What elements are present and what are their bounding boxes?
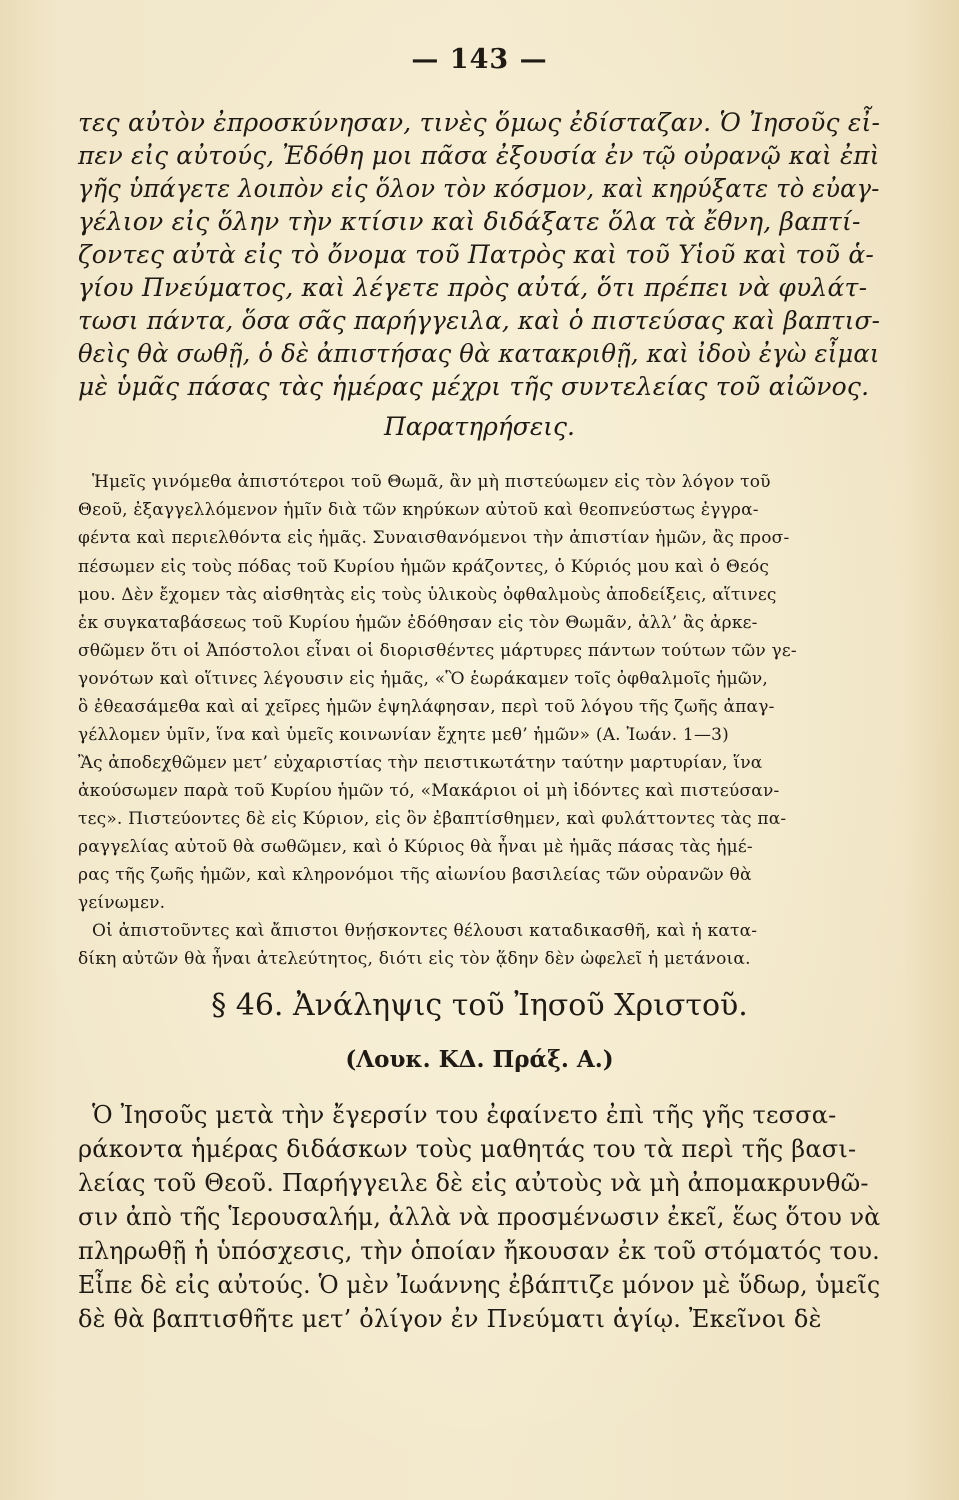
section-line: λείας τοῦ Θεοῦ. Παρήγγειλε δὲ εἰς αὐτοὺς νὰ μὴ ἀπομακρυνθῶ- [78, 1169, 869, 1197]
observation-line: δίκη αὐτῶν θὰ ἦναι ἀτελεύτητος, διότι εἰς τὸν ᾅδην δὲν ὠφελεῖ ἡ μετάνοια. [78, 949, 751, 969]
observation-line: ρας τῆς ζωῆς ἡμῶν, καὶ κληρονόμοι τῆς αἰωνίου βασιλείας τῶν οὐρανῶν θὰ [78, 865, 752, 885]
section-line: δὲ θὰ βαπτισθῆτε μετ’ ὀλίγον ἐν Πνεύματι ἁγίῳ. Ἐκεῖνοι δὲ [78, 1305, 822, 1333]
observations-title: Παρατηρήσεις. [384, 412, 575, 441]
observation-line: Θεοῦ, ἐξαγγελλόμενον ἡμῖν διὰ τῶν κηρύκων αὐτοῦ καὶ θεοπνεύστως ἐγγρα- [78, 500, 759, 520]
body-line: γίου Πνεύματος, καὶ λέγετε πρὸς αὐτά, ὅτι πρέπει νὰ φυλάτ- [78, 273, 868, 302]
body-line: τες αὐτὸν ἐπροσκύνησαν, τινὲς ὅμως ἐδίσταζαν. Ὁ Ἰησοῦς εἶ- [78, 108, 881, 137]
observation-line: μου. Δὲν ἔχομεν τὰς αἰσθητὰς εἰς τοὺς ὑλικοὺς ὀφθαλμοὺς ἀποδείξεις, αἵτινες [78, 585, 777, 605]
observation-line: Ἡμεῖς γινόμεθα ἀπιστότεροι τοῦ Θωμᾶ, ἂν μὴ πιστεύωμεν εἰς τὸν λόγον τοῦ [92, 472, 771, 492]
page-number: — 143 — [411, 44, 548, 75]
observation-line: τες». Πιστεύοντες δὲ εἰς Κύριον, εἰς ὃν ἐβαπτίσθημεν, καὶ φυλάττοντες τὰς πα- [78, 809, 787, 829]
section-reference: (Λουκ. ΚΔ. Πράξ. Α.) [345, 1046, 614, 1073]
section-line: πληρωθῇ ἡ ὑπόσχεσις, τὴν ὁποίαν ἤκουσαν ἐκ τοῦ στόματός του. [78, 1237, 880, 1265]
observation-line: ραγγελίας αὐτοῦ θὰ σωθῶμεν, καὶ ὁ Κύριος θὰ ἦναι μὲ ἡμᾶς πάσας τὰς ἡμέ- [78, 837, 753, 857]
observation-line: ἐκ συγκαταβάσεως τοῦ Κυρίου ἡμῶν ἐδόθησαν εἰς τὸν Θωμᾶν, ἀλλ’ ἂς ἀρκε- [78, 613, 758, 633]
body-line: μὲ ὑμᾶς πάσας τὰς ἡμέρας μέχρι τῆς συντελείας τοῦ αἰῶνος. [78, 372, 870, 401]
body-line: θεὶς θὰ σωθῇ, ὁ δὲ ἀπιστήσας θὰ κατακριθῇ, καὶ ἰδοὺ ἐγὼ εἶμαι [78, 339, 880, 368]
observation-line: πέσωμεν εἰς τοὺς πόδας τοῦ Κυρίου ἡμῶν κράζοντες, ὁ Κύριός μου καὶ ὁ Θεός [78, 557, 770, 577]
observation-line: Οἱ ἀπιστοῦντες καὶ ἄπιστοι θνῄσκοντες θέλουσι καταδικασθῆ, καὶ ἡ κατα- [92, 921, 758, 941]
section-line: Εἶπε δὲ εἰς αὐτούς. Ὁ μὲν Ἰωάννης ἐβάπτιζε μόνον μὲ ὕδωρ, ὑμεῖς [78, 1271, 881, 1299]
observation-line: ὃ ἐθεασάμεθα καὶ αἱ χεῖρες ἡμῶν ἐψηλάφησαν, περὶ τοῦ λόγου τῆς ζωῆς ἀπαγ- [78, 697, 775, 717]
observation-line: Ἂς ἀποδεχθῶμεν μετ’ εὐχαριστίας τὴν πειστικωτάτην ταύτην μαρτυρίαν, ἵνα [78, 753, 763, 773]
observation-line: γονότων καὶ οἵτινες λέγουσιν εἰς ἡμᾶς, «Ὃ ἑωράκαμεν τοῖς ὀφθαλμοῖς ἡμῶν, [78, 669, 769, 689]
observation-line: γέλλομεν ὑμῖν, ἵνα καὶ ὑμεῖς κοινωνίαν ἔχητε μεθ’ ἡμῶν» (Α. Ἰωάν. 1—3) [78, 725, 729, 745]
section-line: Ὁ Ἰησοῦς μετὰ τὴν ἔγερσίν του ἐφαίνετο ἐπὶ τῆς γῆς τεσσα- [92, 1101, 837, 1129]
section-title: § 46. Ἀνάληψις τοῦ Ἰησοῦ Χριστοῦ. [211, 988, 748, 1023]
observation-line: ἀκούσωμεν παρὰ τοῦ Κυρίου ἡμῶν τό, «Μακάριοι οἱ μὴ ἰδόντες καὶ πιστεύσαν- [78, 781, 780, 801]
section-line: σιν ἀπὸ τῆς Ἱερουσαλήμ, ἀλλὰ νὰ προσμένωσιν ἐκεῖ, ἕως ὅτου νὰ [78, 1203, 881, 1231]
body-line: ζοντες αὐτὰ εἰς τὸ ὄνομα τοῦ Πατρὸς καὶ τοῦ Υἱοῦ καὶ τοῦ ἁ- [78, 240, 875, 269]
observation-line: φέντα καὶ περιελθόντα εἰς ἡμᾶς. Συναισθανόμενοι τὴν ἀπιστίαν ἡμῶν, ἂς προσ- [78, 528, 790, 548]
body-line: τωσι πάντα, ὅσα σᾶς παρήγγειλα, καὶ ὁ πιστεύσας καὶ βαπτισ- [78, 306, 881, 335]
body-line: γέλιον εἰς ὅλην τὴν κτίσιν καὶ διδάξατε ὅλα τὰ ἔθνη, βαπτί- [78, 207, 861, 236]
observation-line: γείνωμεν. [78, 893, 166, 913]
body-line: γῆς ὑπάγετε λοιπὸν εἰς ὅλον τὸν κόσμον, καὶ κηρύξατε τὸ εὐαγ- [78, 174, 880, 203]
observation-line: σθῶμεν ὅτι οἱ Ἀπόστολοι εἶναι οἱ διορισθέντες μάρτυρες πάντων τούτων τῶν γε- [78, 641, 797, 661]
body-line: πεν εἰς αὐτούς, Ἐδόθη μοι πᾶσα ἐξουσία ἐν τῷ οὐρανῷ καὶ ἐπὶ [78, 141, 880, 170]
section-line: ράκοντα ἡμέρας διδάσκων τοὺς μαθητάς του τὰ περὶ τῆς βασι- [78, 1135, 857, 1163]
